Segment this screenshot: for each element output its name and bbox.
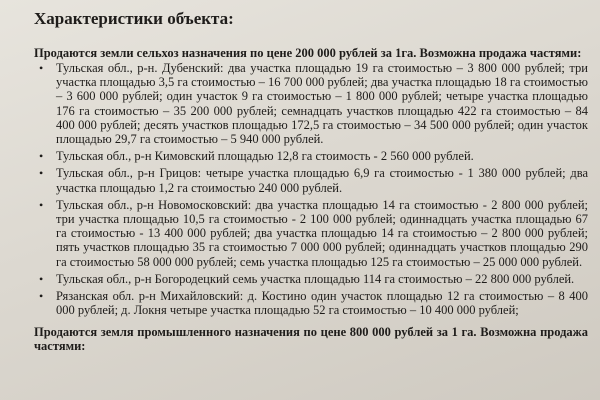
list-item-text: Тульская обл., р-н Кимовский площадью 12,8 га стоимость - 2 560 000 рублей. (56, 149, 474, 164)
bullet-icon: • (39, 197, 44, 212)
offer-list (34, 61, 588, 317)
list-item (34, 61, 588, 146)
list-item-text: Рязанская обл. р-н Михайловский: д. Костино один участок площадью 12 га стоимостью – 8 400 000 рублей; д. Локня четыре участка площадью 52 га стоимостью – 10 400 000 рублей; (56, 289, 588, 318)
list-item-text: Тульская обл., р-н Грицов: четыре участка площадью 6,9 га стоимостью - 1 380 000 рублей; два участка площадью 1,2 га стоимостью 240 000 рублей. (56, 166, 588, 195)
list-item-text: Тульская обл., р-н Новомосковский: два участка площадью 14 га стоимостью - 2 800 000 рублей; три участка площадью 10,5 га стоимостью - 2 100 000 рублей; одиннадцать участка площадью 67 га стоимостью - 13 400 000 рублей; два участка площадью 14 га стоимостью – 2 800 000 рублей; пять участков площадью 35 га стоимостью 7 000 000 рублей; одиннадцать участков площадью 290 га стоимостью 58 000 000 рублей; семь участка площадью 125 га стоимостью – 25 000 000 рублей. (56, 197, 588, 269)
bullet-icon: • (39, 289, 44, 304)
list-item-text: Тульская обл., р-н. Дубенский: два участка площадью 19 га стоимостью – 3 800 000 рублей; три участка площадью 3,5 га стоимостью – 16 700 000 рублей; два участка площадью 18 га стоимостью – 3 600 000 рублей; один участок 9 га стоимостью – 1 800 000 рублей; четыре участка площадью 176 га стоимостью – 35 200 000 рублей; семнадцать участков площадью 422 га стоимостью – 84 400 000 рублей; десять участков площадью 172,5 га стоимостью – 34 500 000 рублей; один участок площадью 29,7 га стоимостью – 5 940 000 рублей. (56, 61, 588, 147)
bullet-icon: • (39, 149, 44, 164)
section-agricultural-land (34, 46, 588, 317)
section-heading: Продаются земли сельхоз назначения по цене 200 000 рублей за 1га. Возможна продажа частями: (34, 46, 582, 60)
document-title: Характеристики объекта: (34, 9, 234, 28)
list-item (34, 166, 588, 194)
list-item (34, 289, 588, 317)
list-item (34, 198, 588, 269)
bullet-icon: • (39, 166, 44, 181)
section-industrial-land (34, 325, 588, 353)
list-item-text: Тульская обл., р-н Богородецкий семь участка площадью 114 га стоимостью – 22 800 000 рублей. (56, 271, 575, 286)
list-item (34, 149, 588, 163)
bullet-icon: • (39, 61, 44, 75)
section-heading: Продаются земля промышленного назначения по цене 800 000 рублей за 1 га. Возможна продажа частями: (34, 325, 588, 354)
bullet-icon: • (39, 271, 44, 286)
list-item (34, 272, 588, 286)
